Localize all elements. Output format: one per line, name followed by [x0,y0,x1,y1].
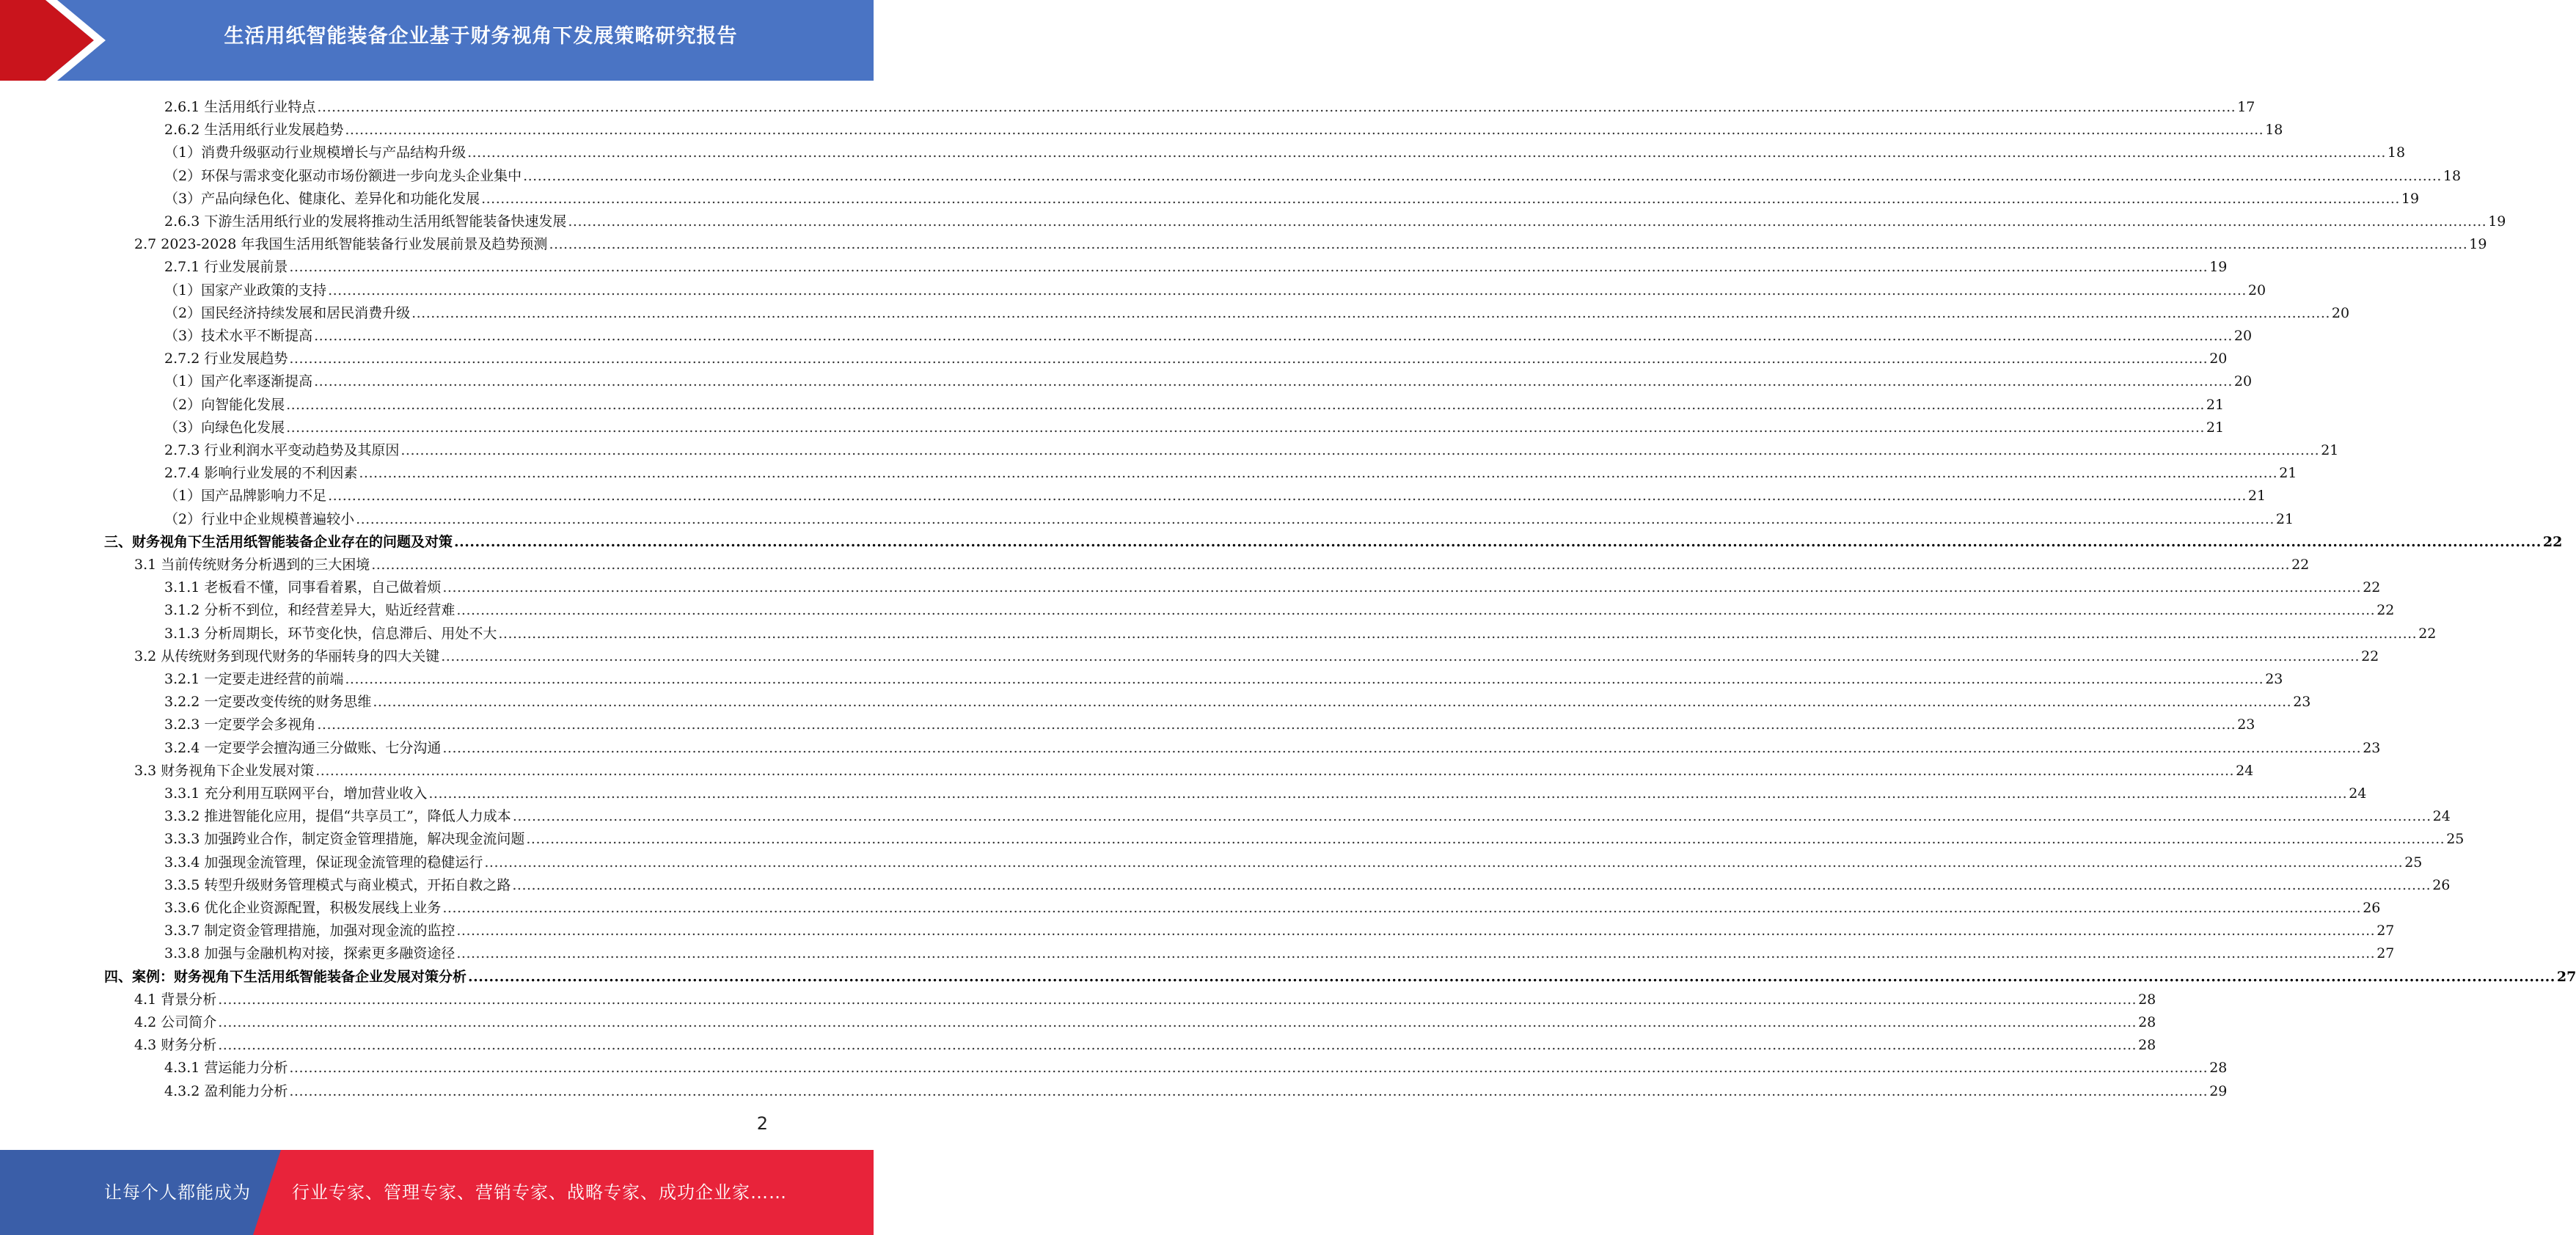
toc-entry-title: （2）行业中企业规模普遍较小 [164,510,355,527]
toc-entry[interactable] [164,665,2283,688]
toc-leader-dots: ................................................................................................................................................................................................................................................................................................................................................................................................................ [468,968,2555,985]
toc-entry[interactable] [164,711,2255,733]
toc-entry-title: 2.6.3 下游生活用纸行业的发展将推动生活用纸智能装备快速发展 [164,213,567,230]
toc-entry[interactable] [164,276,2266,299]
toc-entry[interactable] [164,734,2381,757]
toc-entry[interactable] [134,1008,2156,1031]
toc-leader-dots: ................................................................................................................................................................................................................................................................................................................................................................................................................ [549,236,2468,253]
toc-leader-dots: ................................................................................................................................................................................................................................................................................................................................................................................................................ [456,602,2376,619]
toc-entry-page: 20 [2233,328,2253,344]
header-arrow-decoration [0,0,132,81]
page-header [0,0,874,81]
toc-entry-title: 3.3.8 加强与金融机构对接，探索更多融资途径 [164,945,455,962]
toc-entry[interactable] [164,299,2350,322]
toc-entry[interactable] [164,1054,2228,1077]
toc-entry-title: 3.3.3 加强跨业合作，制定资金管理措施，解决现金流问题 [164,831,525,848]
toc-entry-title: 2.6.1 生活用纸行业特点 [164,99,316,115]
toc-entry-title: （3）产品向绿色化、健康化、差异化和功能化发展 [164,190,480,207]
page-number: 2 [756,1113,768,1134]
toc-entry-page: 21 [2247,488,2266,505]
toc-entry[interactable] [164,620,2437,642]
toc-entry[interactable] [164,505,2294,528]
toc-entry[interactable] [164,825,2465,848]
toc-entry[interactable] [164,871,2451,894]
toc-entry-page: 25 [2404,854,2423,871]
toc-entry-page: 19 [2401,190,2420,207]
toc-leader-dots: ................................................................................................................................................................................................................................................................................................................................................................................................................ [289,351,2209,367]
toc-entry-page: 24 [2432,808,2451,825]
toc-entry-page: 28 [2209,1060,2228,1077]
toc-entry-title: 2.7 2023-2028 年我国生活用纸智能装备行业发展前景及趋势预测 [134,236,548,253]
toc-entry[interactable] [164,391,2225,414]
toc-entry[interactable] [164,849,2423,871]
toc-entry[interactable] [164,414,2225,436]
toc-leader-dots: ................................................................................................................................................................................................................................................................................................................................................................................................................ [218,991,2137,1008]
toc-entry-title: 四、案例：财务视角下生活用纸智能装备企业发展对策分析 [104,968,467,985]
toc-entry-title: 3.2.3 一定要学会多视角 [164,717,316,733]
toc-entry-title: 3.3.7 制定资金管理措施，加强对现金流的监控 [164,923,455,939]
toc-entry-title: 3.3 财务视角下企业发展对策 [134,762,315,779]
toc-entry-page: 20 [2209,351,2228,367]
toc-entry[interactable] [134,986,2156,1008]
toc-leader-dots: ................................................................................................................................................................................................................................................................................................................................................................................................................ [317,717,2236,733]
toc-entry[interactable] [134,642,2379,665]
toc-entry[interactable] [164,162,2462,185]
toc-leader-dots: ................................................................................................................................................................................................................................................................................................................................................................................................................ [442,900,2362,916]
toc-entry-title: （2）国民经济持续发展和居民消费升级 [164,304,411,321]
toc-entry-title: 2.7.1 行业发展前景 [164,259,288,276]
toc-entry-page: 20 [2233,373,2253,390]
toc-entry-page: 25 [2446,831,2465,848]
toc-entry-page: 26 [2363,900,2381,916]
toc-entry[interactable] [164,939,2395,962]
toc-entry[interactable] [164,436,2339,459]
toc-entry-page: 28 [2138,1037,2156,1054]
toc-entry-page: 17 [2237,99,2255,115]
toc-entry-title: 2.7.2 行业发展趋势 [164,351,288,367]
toc-entry-page: 26 [2432,876,2451,893]
toc-entry[interactable] [134,230,2487,253]
toc-leader-dots: ................................................................................................................................................................................................................................................................................................................................................................................................................ [454,533,2542,550]
toc-leader-dots: ................................................................................................................................................................................................................................................................................................................................................................................................................ [289,1060,2209,1077]
toc-leader-dots: ................................................................................................................................................................................................................................................................................................................................................................................................................ [289,259,2209,276]
toc-entry-title: 3.1.3 分析周期长，环节变化快，信息滞后、用处不大 [164,625,497,642]
toc-entry-page: 19 [2209,259,2228,276]
toc-entry[interactable] [164,208,2506,230]
toc-leader-dots: ................................................................................................................................................................................................................................................................................................................................................................................................................ [411,304,2330,321]
toc-entry-title: 3.3.4 加强现金流管理，保证现金流管理的稳健运行 [164,854,483,871]
toc-leader-dots: ................................................................................................................................................................................................................................................................................................................................................................................................................ [359,465,2278,482]
toc-leader-dots: ................................................................................................................................................................................................................................................................................................................................................................................................................ [442,739,2362,756]
toc-entry-page: 18 [2265,122,2283,139]
toc-entry[interactable] [164,139,2406,161]
toc-entry-title: （1）国产化率逐渐提高 [164,373,313,390]
toc-entry-title: 3.1.1 老板看不懂，同事看着累，自己做着烦 [164,579,442,596]
toc-leader-dots: ................................................................................................................................................................................................................................................................................................................................................................................................................ [317,99,2236,115]
toc-entry-title: 3.3.5 转型升级财务管理模式与商业模式，开拓自救之路 [164,876,511,893]
toc-leader-dots: ................................................................................................................................................................................................................................................................................................................................................................................................................ [467,144,2386,161]
toc-entry[interactable] [164,780,2367,802]
toc-entry-title: （1）国家产业政策的支持 [164,282,327,298]
toc-entry-page: 22 [2291,557,2310,573]
toc-leader-dots: ................................................................................................................................................................................................................................................................................................................................................................................................................ [481,190,2400,207]
toc-entry-page: 22 [2418,625,2437,642]
toc-entry-title: （3）向绿色化发展 [164,419,285,436]
toc-leader-dots: ................................................................................................................................................................................................................................................................................................................................................................................................................ [356,510,2275,527]
toc-entry[interactable] [164,596,2395,619]
toc-entry-title: 3.3.6 优化企业资源配置，积极发展线上业务 [164,900,442,916]
toc-entry-title: 2.7.3 行业利润水平变动趋势及其原因 [164,442,400,458]
toc-leader-dots: ................................................................................................................................................................................................................................................................................................................................................................................................................ [373,694,2292,711]
toc-entry-page: 18 [2443,167,2462,184]
toc-leader-dots: ................................................................................................................................................................................................................................................................................................................................................................................................................ [442,579,2362,596]
toc-leader-dots: ................................................................................................................................................................................................................................................................................................................................................................................................................ [314,373,2233,390]
toc-leader-dots: ................................................................................................................................................................................................................................................................................................................................................................................................................ [456,945,2376,962]
toc-entry-title: 3.2.4 一定要学会擅沟通三分做账、七分沟通 [164,739,442,756]
toc-leader-dots: ................................................................................................................................................................................................................................................................................................................................................................................................................ [371,557,2291,573]
toc-entry-page: 23 [2293,694,2311,711]
toc-entry-page: 21 [2206,419,2225,436]
toc-leader-dots: ................................................................................................................................................................................................................................................................................................................................................................................................................ [456,923,2376,939]
toc-entry[interactable] [164,322,2253,345]
toc-entry-page: 22 [2542,533,2563,550]
toc-entry-title: 4.3.2 盈利能力分析 [164,1082,288,1099]
footer-slogan-right: 行业专家、管理专家、营销专家、战略专家、成功企业家…… [292,1182,787,1203]
toc-entry[interactable] [164,367,2253,390]
toc-leader-dots: ................................................................................................................................................................................................................................................................................................................................................................................................................ [400,442,2320,458]
toc-entry-page: 21 [2321,442,2339,458]
toc-leader-dots: ................................................................................................................................................................................................................................................................................................................................................................................................................ [286,396,2205,413]
toc-entry[interactable] [104,963,2576,986]
toc-entry-title: 3.2.1 一定要走进经营的前端 [164,671,344,687]
toc-entry[interactable] [164,688,2311,711]
toc-entry-page: 22 [2361,648,2379,664]
toc-entry-title: 3.1.2 分析不到位，和经营差异大，贴近经营难 [164,602,455,619]
toc-entry[interactable] [134,757,2254,780]
toc-entry[interactable] [134,551,2310,573]
toc-leader-dots: ................................................................................................................................................................................................................................................................................................................................................................................................................ [328,488,2247,505]
toc-entry-page: 21 [2206,396,2225,413]
toc-entry-title: 3.1 当前传统财务分析遇到的三大困境 [134,557,370,573]
toc-entry-title: （1）国产品牌影响力不足 [164,488,327,505]
toc-entry-title: 3.3.1 充分利用互联网平台，增加营业收入 [164,785,428,802]
toc-leader-dots: ................................................................................................................................................................................................................................................................................................................................................................................................................ [218,1037,2137,1054]
toc-entry-page: 27 [2556,968,2576,985]
toc-entry-page: 21 [2279,465,2297,482]
toc-entry[interactable] [164,185,2420,208]
toc-entry[interactable] [164,917,2395,939]
toc-entry-title: （2）向智能化发展 [164,396,285,413]
toc-entry-title: 2.7.4 影响行业发展的不利因素 [164,465,358,482]
footer-slogan-left: 让每个人都能成为 [104,1182,251,1203]
toc-leader-dots: ................................................................................................................................................................................................................................................................................................................................................................................................................ [526,831,2445,848]
toc-entry[interactable] [164,802,2451,825]
toc-entry[interactable] [164,573,2381,596]
page-footer [0,1150,874,1235]
toc-leader-dots: ................................................................................................................................................................................................................................................................................................................................................................................................................ [289,1082,2209,1099]
toc-entry-title: 4.3.1 营运能力分析 [164,1060,288,1077]
toc-leader-dots: ................................................................................................................................................................................................................................................................................................................................................................................................................ [498,625,2418,642]
toc-entry-title: 2.6.2 生活用纸行业发展趋势 [164,122,344,139]
toc-entry-page: 27 [2376,923,2395,939]
toc-leader-dots: ................................................................................................................................................................................................................................................................................................................................................................................................................ [428,785,2348,802]
toc-entry-title: 4.2 公司简介 [134,1014,217,1030]
toc-leader-dots: ................................................................................................................................................................................................................................................................................................................................................................................................................ [345,671,2264,687]
toc-entry-page: 28 [2138,1014,2156,1030]
toc-leader-dots: ................................................................................................................................................................................................................................................................................................................................................................................................................ [315,762,2235,779]
toc-entry[interactable] [104,528,2563,551]
toc-entry-page: 23 [2237,717,2255,733]
toc-entry[interactable] [164,482,2266,505]
toc-entry-title: 3.2 从传统财务到现代财务的华丽转身的四大关键 [134,648,440,664]
toc-entry-title: 三、财务视角下生活用纸智能装备企业存在的问题及对策 [104,533,453,550]
toc-entry-title: 4.1 背景分析 [134,991,217,1008]
toc-entry[interactable] [164,894,2381,917]
toc-entry[interactable] [164,459,2297,482]
toc-entry-title: 3.2.2 一定要改变传统的财务思维 [164,694,372,711]
toc-entry-page: 22 [2363,579,2381,596]
toc-entry-page: 29 [2209,1082,2228,1099]
toc-entry[interactable] [164,253,2228,276]
toc-entry-page: 27 [2376,945,2395,962]
toc-leader-dots: ................................................................................................................................................................................................................................................................................................................................................................................................................ [328,282,2247,298]
toc-entry-page: 21 [2275,510,2294,527]
toc-leader-dots: ................................................................................................................................................................................................................................................................................................................................................................................................................ [568,213,2487,230]
toc-leader-dots: ................................................................................................................................................................................................................................................................................................................................................................................................................ [484,854,2404,871]
toc-leader-dots: ................................................................................................................................................................................................................................................................................................................................................................................................................ [314,328,2233,344]
toc-leader-dots: ................................................................................................................................................................................................................................................................................................................................................................................................................ [218,1014,2137,1030]
toc-entry[interactable] [164,93,2255,116]
toc-entry[interactable] [134,1031,2156,1054]
toc-entry-page: 20 [2331,304,2350,321]
toc-entry-page: 19 [2469,236,2487,253]
toc-leader-dots: ................................................................................................................................................................................................................................................................................................................................................................................................................ [512,808,2432,825]
toc-leader-dots: ................................................................................................................................................................................................................................................................................................................................................................................................................ [286,419,2205,436]
toc-entry-title: （1）消费升级驱动行业规模增长与产品结构升级 [164,144,466,161]
toc-entry-page: 18 [2387,144,2406,161]
toc-leader-dots: ................................................................................................................................................................................................................................................................................................................................................................................................................ [523,167,2442,184]
report-title: 生活用纸智能装备企业基于财务视角下发展策略研究报告 [224,25,738,48]
toc-entry-title: 3.3.2 推进智能化应用，提倡“共享员工”，降低人力成本 [164,808,511,825]
toc-entry[interactable] [164,116,2283,139]
toc-entry[interactable] [164,345,2228,367]
toc-entry-page: 24 [2349,785,2367,802]
toc-entry-page: 28 [2138,991,2156,1008]
toc-entry-title: （3）技术水平不断提高 [164,328,313,344]
toc-leader-dots: ................................................................................................................................................................................................................................................................................................................................................................................................................ [345,122,2264,139]
toc-entry-title: （2）环保与需求变化驱动市场份额进一步向龙头企业集中 [164,167,522,184]
toc-leader-dots: ................................................................................................................................................................................................................................................................................................................................................................................................................ [441,648,2360,664]
toc-entry-page: 20 [2247,282,2266,298]
toc-leader-dots: ................................................................................................................................................................................................................................................................................................................................................................................................................ [512,876,2432,893]
toc-entry-title: 4.3 财务分析 [134,1037,217,1054]
toc-entry-page: 24 [2236,762,2254,779]
toc-entry[interactable] [164,1077,2228,1100]
toc-entry-page: 23 [2363,739,2381,756]
toc-entry-page: 23 [2265,671,2283,687]
toc-entry-page: 22 [2376,602,2395,619]
toc-entry-page: 19 [2488,213,2506,230]
